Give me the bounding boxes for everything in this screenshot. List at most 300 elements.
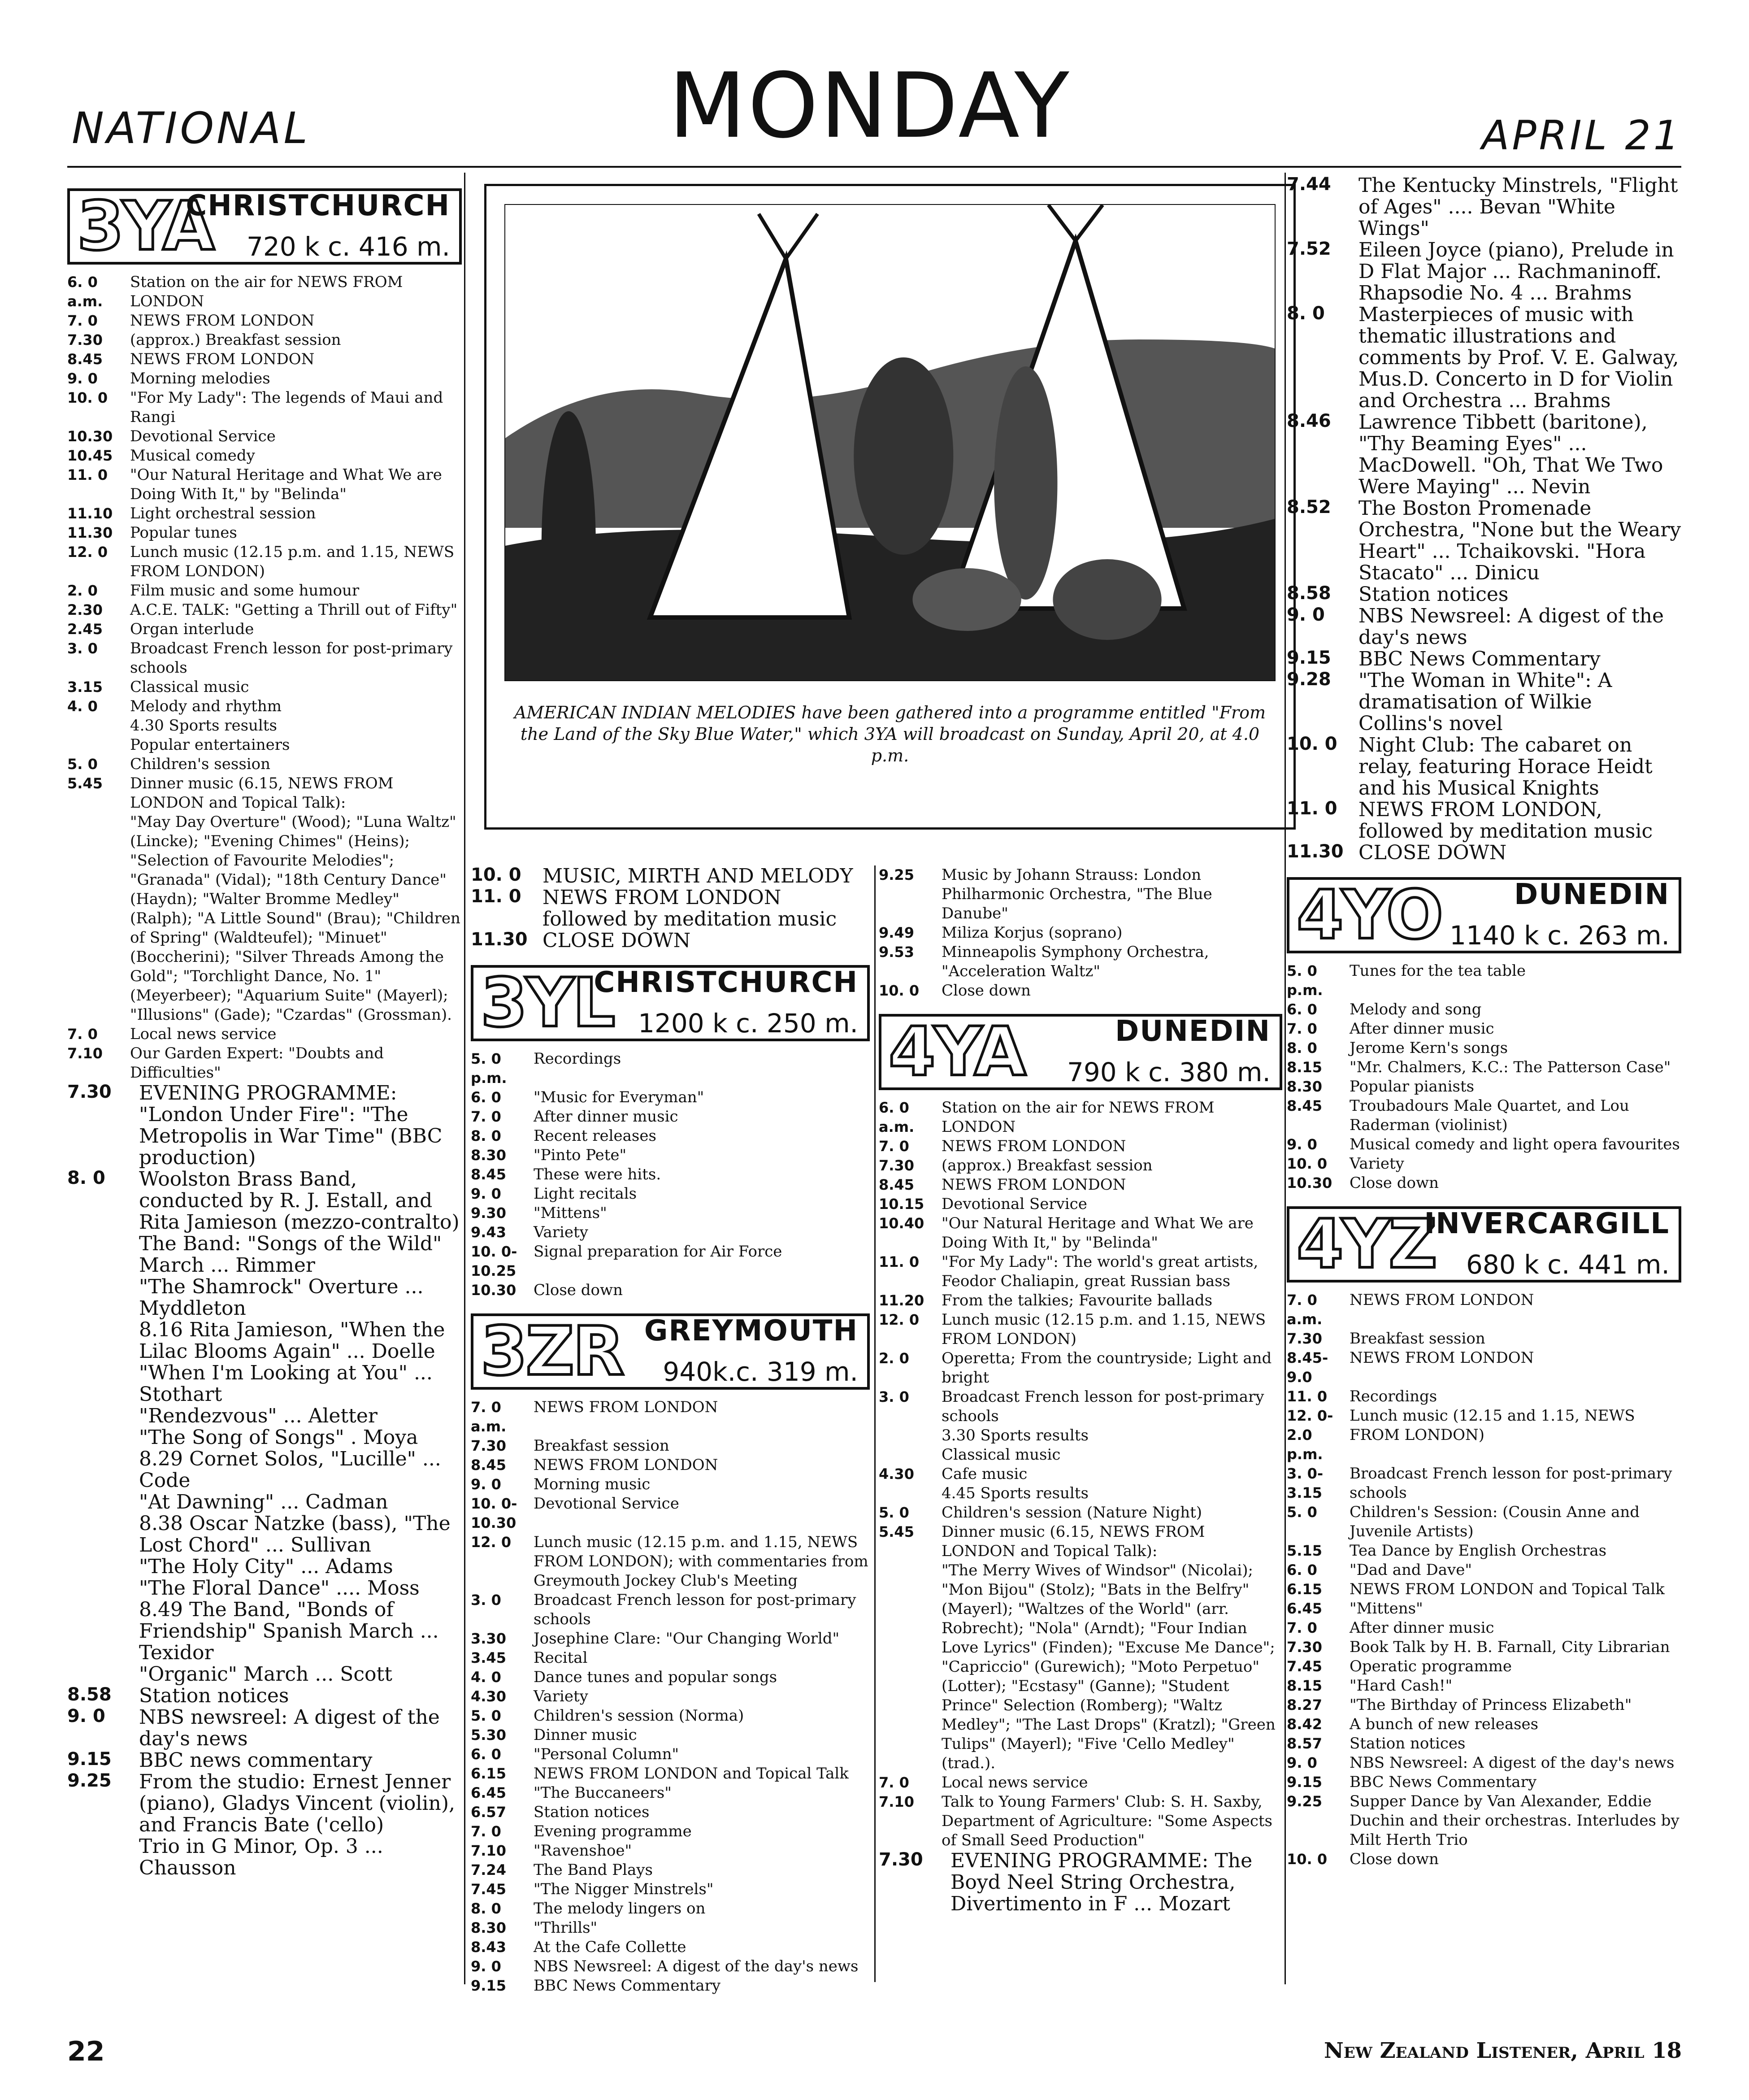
station-call: 3YL	[481, 964, 614, 1042]
page-header-center: MONDAY	[668, 54, 1071, 158]
schedule-time	[67, 1276, 139, 1319]
schedule-description: Troubadours Male Quartet, and Lou Raderman (violinist)	[1350, 1097, 1629, 1134]
schedule-row	[67, 1044, 462, 1083]
schedule-time: 7. 0	[471, 1108, 501, 1125]
column-divider	[464, 173, 465, 1984]
schedule-row	[67, 273, 462, 311]
schedule-time: 7.30	[67, 1082, 112, 1102]
schedule-row	[471, 1281, 870, 1300]
schedule-row	[471, 1223, 870, 1242]
schedule-row	[67, 1578, 462, 1599]
schedule-description: Breakfast session	[534, 1437, 669, 1455]
schedule-time: 10. 0	[471, 865, 521, 885]
schedule-row	[1287, 842, 1681, 864]
schedule-row	[67, 1233, 462, 1276]
schedule-description: Recordings	[1350, 1387, 1437, 1405]
schedule-time	[67, 1233, 139, 1276]
header-rule	[67, 166, 1681, 168]
schedule-description: Lunch music (12.15 and 1.15, NEWS FROM LONDON)	[1350, 1407, 1635, 1444]
schedule-4ya-continued	[1287, 175, 1681, 864]
schedule-row	[471, 1629, 870, 1648]
schedule-description: The Band: "Songs of the Wild" March ... Rimmer	[139, 1232, 442, 1277]
schedule-time: 8.30	[1287, 1078, 1322, 1095]
column-3ya-end	[471, 865, 870, 1996]
schedule-description: From the talkies; Favourite ballads	[942, 1291, 1213, 1309]
schedule-row	[879, 923, 1282, 943]
schedule-row	[471, 1841, 870, 1861]
schedule-row	[1287, 175, 1681, 239]
schedule-row	[471, 1242, 870, 1281]
schedule-time: 7. 0	[67, 1026, 98, 1043]
schedule-description: 8.29 Cornet Solos, "Lucille" ... Code	[139, 1448, 441, 1492]
schedule-time	[67, 1405, 139, 1427]
schedule-description: Popular entertainers	[130, 736, 290, 754]
schedule-row	[67, 446, 462, 465]
schedule-description: Variety	[1350, 1155, 1404, 1173]
schedule-row	[67, 1771, 462, 1836]
schedule-time: 7. 0	[1287, 1619, 1317, 1636]
station-call: 3ZR	[481, 1313, 623, 1391]
column-picture	[471, 175, 1309, 839]
schedule-description: NEWS FROM LONDON, followed by meditation music	[1358, 798, 1653, 843]
schedule-time: 6. 0	[471, 1089, 501, 1106]
schedule-row	[67, 620, 462, 639]
schedule-description: Local news service	[130, 1025, 277, 1043]
schedule-description: Children's session (Norma)	[534, 1707, 744, 1725]
schedule-description: Classical music	[942, 1446, 1061, 1464]
schedule-row	[67, 1276, 462, 1319]
schedule-description: "The Merry Wives of Windsor" (Nicolai); "Mon Bijou" (Stolz); "Bats in the Belfry" (Mayerl); "Waltzes of the World" (arr. Robrecht); "Nola" (Arndt); "Four Indian Love Lyrics" (Finden); "Excuse Me Dance"; "Capriccio" (Gurewich); "Moto Perpetuo" (Lotter); "Ecstasy" (Ganne); "Student Prince" Selection (Romberg); "Waltz Medley"; "The Last Drops" (Kratzl); "Green Tulips" (Mayerl); "Five 'Cello Medley" (trad.).	[942, 1561, 1276, 1772]
schedule-time	[67, 1513, 139, 1556]
schedule-description: NBS Newsreel: A digest of the day's news	[534, 1957, 859, 1975]
schedule-3yl-continued	[879, 865, 1282, 1000]
schedule-row	[879, 1503, 1282, 1522]
schedule-time: 9. 0	[67, 370, 98, 387]
schedule-row	[67, 504, 462, 523]
schedule-description: Recordings	[534, 1050, 621, 1068]
station-city: GREYMOUTH	[644, 1314, 858, 1348]
illustration-frame	[484, 184, 1296, 830]
schedule-time: 11.10	[67, 505, 113, 522]
schedule-row	[471, 1803, 870, 1822]
schedule-row	[1287, 1580, 1681, 1599]
schedule-row	[67, 1169, 462, 1233]
schedule-description: "Mr. Chalmers, K.C.: The Patterson Case"	[1350, 1058, 1671, 1076]
schedule-row	[67, 543, 462, 581]
schedule-time: 6. 0	[471, 1746, 501, 1763]
schedule-description: "The Floral Dance" .... Moss	[139, 1577, 420, 1600]
schedule-description: Tea Dance by English Orchestras	[1350, 1542, 1607, 1560]
schedule-description: Station notices	[139, 1684, 289, 1707]
schedule-time: 10.30	[67, 428, 113, 445]
schedule-time: 9.28	[1287, 669, 1331, 690]
schedule-row	[471, 1494, 870, 1533]
schedule-time: 6.57	[471, 1804, 506, 1821]
schedule-description: Lunch music (12.15 p.m. and 1.15, NEWS FROM LONDON)	[942, 1311, 1266, 1348]
schedule-description: Morning melodies	[130, 370, 270, 387]
schedule-row	[67, 1750, 462, 1771]
schedule-row	[67, 600, 462, 620]
schedule-row	[471, 1668, 870, 1687]
schedule-description: The Band Plays	[534, 1861, 653, 1879]
schedule-time: 6.45	[1287, 1600, 1322, 1617]
schedule-description: Woolston Brass Band, conducted by R. J. Estall, and Rita Jamieson (mezzo-contralto)	[139, 1168, 460, 1234]
schedule-description: "Our Natural Heritage and What We are Doing With It," by "Belinda"	[130, 466, 442, 503]
schedule-time: 12. 0	[879, 1311, 920, 1328]
schedule-3ya	[67, 273, 462, 1083]
schedule-row	[1287, 1154, 1681, 1174]
schedule-row	[67, 1556, 462, 1578]
schedule-row	[879, 1445, 1282, 1465]
schedule-row	[1287, 1329, 1681, 1348]
schedule-time: 10.30	[471, 1282, 516, 1299]
schedule-time: 2. 0	[67, 582, 98, 599]
schedule-description: Trio in G Minor, Op. 3 ... Chausson	[139, 1835, 383, 1879]
schedule-time: 5.15	[1287, 1542, 1322, 1559]
schedule-time: 11. 0	[1287, 798, 1337, 819]
schedule-row	[1287, 605, 1681, 648]
schedule-3zr	[471, 1398, 870, 1996]
schedule-row	[1287, 304, 1681, 412]
schedule-time: 8.15	[1287, 1677, 1322, 1694]
schedule-row	[1287, 1039, 1681, 1058]
schedule-time: 9. 0	[471, 1958, 501, 1975]
station-freq: 720 k c. 416 m.	[246, 231, 450, 262]
schedule-row	[1287, 498, 1681, 584]
station-freq: 790 k c. 380 m.	[1067, 1057, 1271, 1087]
schedule-description: Melody and rhythm	[130, 697, 282, 715]
schedule-time: 8.45	[67, 351, 103, 368]
schedule-time: 8.45	[1287, 1097, 1322, 1114]
schedule-description: NEWS FROM LONDON	[534, 1398, 718, 1416]
schedule-row	[471, 930, 870, 952]
schedule-4ya-evening	[879, 1850, 1282, 1915]
schedule-time: 8.43	[471, 1939, 506, 1956]
schedule-time: 10.30	[1287, 1174, 1332, 1191]
schedule-time: 9. 0	[1287, 1754, 1317, 1771]
schedule-row	[1287, 1503, 1681, 1541]
schedule-row	[471, 1126, 870, 1146]
schedule-row	[471, 1880, 870, 1899]
schedule-row	[1287, 239, 1681, 304]
schedule-time: 8. 0	[1287, 303, 1325, 324]
schedule-time: 11. 0	[879, 1253, 920, 1270]
schedule-description: "The Shamrock" Overture ... Myddleton	[139, 1275, 424, 1320]
schedule-description: Variety	[534, 1223, 588, 1241]
schedule-row	[1287, 670, 1681, 735]
schedule-time: 10. 0	[879, 982, 920, 999]
station-call: 4YO	[1297, 876, 1442, 954]
station-call: 4YA	[889, 1013, 1024, 1091]
schedule-row	[1287, 1096, 1681, 1135]
schedule-time	[879, 1426, 942, 1445]
schedule-description: "Ravenshoe"	[534, 1842, 632, 1860]
schedule-description: 3.30 Sports results	[942, 1426, 1089, 1444]
schedule-row	[471, 1938, 870, 1957]
schedule-description: "Mittens"	[534, 1204, 607, 1222]
schedule-time: 10. 0-10.30	[471, 1495, 517, 1531]
schedule-time: 5.30	[471, 1726, 506, 1743]
schedule-time: 4. 0	[67, 698, 98, 715]
station-city: DUNEDIN	[1514, 878, 1670, 911]
schedule-time: 7. 0	[67, 312, 98, 329]
schedule-time: 8. 0	[1287, 1039, 1317, 1057]
schedule-time: 5.45	[879, 1523, 914, 1540]
schedule-time	[67, 1556, 139, 1578]
schedule-description: "Mittens"	[1350, 1600, 1423, 1617]
schedule-time: 11.20	[879, 1292, 924, 1309]
schedule-description: Book Talk by H. B. Farnall, City Librarian	[1350, 1638, 1670, 1656]
schedule-time: 9.15	[471, 1977, 506, 1994]
schedule-time: 11. 0	[471, 886, 521, 907]
station-city: CHRISTCHURCH	[594, 966, 858, 999]
schedule-row	[1287, 1773, 1681, 1792]
schedule-time	[67, 735, 130, 755]
schedule-row	[471, 1957, 870, 1976]
schedule-description: Operatic programme	[1350, 1657, 1512, 1675]
schedule-row	[1287, 1019, 1681, 1039]
schedule-time: 8.27	[1287, 1696, 1322, 1713]
schedule-description: Dinner music (6.15, NEWS FROM LONDON and Topical Talk):	[942, 1523, 1205, 1560]
schedule-time: 11. 0	[1287, 1388, 1328, 1405]
station-city: INVERCARGILL	[1424, 1207, 1670, 1240]
schedule-description: Tunes for the tea table	[1350, 962, 1526, 980]
schedule-time: 7.30	[1287, 1330, 1322, 1347]
schedule-time: 9.25	[67, 1770, 112, 1791]
schedule-row	[471, 865, 870, 887]
schedule-row	[879, 1850, 1282, 1915]
schedule-row	[879, 1310, 1282, 1349]
schedule-description: NEWS FROM LONDON	[130, 312, 315, 330]
schedule-description: 8.16 Rita Jamieson, "When the Lilac Blooms Again" ... Doelle	[139, 1318, 445, 1363]
schedule-row	[1287, 648, 1681, 670]
schedule-time: 11.30	[471, 929, 528, 950]
schedule-description: "Pinto Pete"	[534, 1146, 627, 1164]
schedule-time: 7.45	[471, 1881, 506, 1898]
schedule-description: BBC News Commentary	[1350, 1773, 1537, 1791]
schedule-row	[1287, 1599, 1681, 1618]
schedule-description: NBS Newsreel: A digest of the day's news	[1350, 1754, 1675, 1772]
schedule-time: 7.24	[471, 1861, 506, 1878]
schedule-description: (approx.) Breakfast session	[942, 1157, 1153, 1174]
schedule-description: "At Dawning" ... Cadman	[139, 1491, 388, 1513]
schedule-description: "The Nigger Minstrels"	[534, 1880, 714, 1898]
schedule-description: At the Cafe Collette	[534, 1938, 686, 1956]
schedule-row	[67, 427, 462, 446]
schedule-row	[471, 1456, 870, 1475]
schedule-time	[67, 1362, 139, 1405]
schedule-description: Close down	[534, 1281, 623, 1299]
column-divider	[874, 865, 876, 1982]
schedule-time: 3.45	[471, 1649, 506, 1666]
schedule-description: Station notices	[1350, 1735, 1466, 1752]
schedule-description: Light recitals	[534, 1185, 637, 1203]
schedule-description: NEWS FROM LONDON	[942, 1137, 1126, 1155]
schedule-time: 9. 0	[1287, 604, 1325, 625]
schedule-description: NEWS FROM LONDON	[534, 1456, 718, 1474]
schedule-description: Minneapolis Symphony Orchestra, "Acceleration Waltz"	[942, 943, 1209, 980]
schedule-description: CLOSE DOWN	[542, 929, 691, 952]
publication-footer: New Zealand Listener, April 18	[1324, 2038, 1682, 2063]
schedule-time	[879, 1484, 942, 1503]
schedule-row	[879, 1522, 1282, 1561]
schedule-description: 4.30 Sports results	[130, 717, 277, 735]
schedule-description: Close down	[1350, 1174, 1439, 1192]
schedule-time	[67, 1599, 139, 1664]
schedule-row	[1287, 1406, 1681, 1464]
schedule-time: 8.42	[1287, 1716, 1322, 1733]
schedule-row	[1287, 799, 1681, 842]
schedule-description: Jerome Kern's songs	[1350, 1039, 1508, 1057]
schedule-description: Variety	[534, 1687, 588, 1705]
schedule-row	[471, 1918, 870, 1938]
schedule-time: 8.57	[1287, 1735, 1322, 1752]
schedule-row	[1287, 1618, 1681, 1638]
schedule-description: "Organic" March ... Scott	[139, 1663, 392, 1686]
schedule-description: Cafe music	[942, 1465, 1028, 1483]
schedule-description: NEWS FROM LONDON	[942, 1176, 1126, 1194]
schedule-time: 2.45	[67, 621, 103, 638]
schedule-description: Broadcast French lesson for post-primary schools	[534, 1591, 856, 1628]
schedule-description: Local news service	[942, 1774, 1088, 1791]
schedule-time: 7.30	[1287, 1639, 1322, 1656]
schedule-time: 8.45	[471, 1166, 506, 1183]
schedule-description: Lunch music (12.15 p.m. and 1.15, NEWS FROM LONDON)	[130, 543, 455, 580]
schedule-description: "Dad and Dave"	[1350, 1561, 1472, 1579]
schedule-row	[471, 1398, 870, 1436]
schedule-description: "For My Lady": The world's great artists, Feodor Chaliapin, great Russian bass	[942, 1253, 1259, 1290]
schedule-row	[67, 716, 462, 735]
page-header-right: APRIL 21	[1481, 112, 1682, 159]
schedule-time: 8.58	[67, 1684, 112, 1705]
schedule-description: "The Birthday of Princess Elizabeth"	[1350, 1696, 1632, 1714]
station-box-4ya	[879, 1014, 1282, 1090]
schedule-description: Station on the air for NEWS FROM LONDON	[942, 1099, 1215, 1136]
schedule-4ya	[879, 1098, 1282, 1850]
schedule-time: 6.45	[471, 1784, 506, 1801]
schedule-time	[67, 813, 130, 1025]
illustration-caption: AMERICAN INDIAN MELODIES have been gathered into a programme entitled "From the Land of the Sky Blue Water," which 3YA will broadcast on Sunday, April 20, at 4.0 p.m.	[514, 703, 1266, 765]
schedule-time: 8.58	[1287, 583, 1331, 604]
column-3ya	[67, 175, 462, 1879]
schedule-time: 5. 0	[67, 756, 98, 773]
schedule-time: 8.45	[471, 1457, 506, 1474]
schedule-time: 10. 0	[67, 389, 108, 406]
schedule-3yl	[471, 1049, 870, 1300]
schedule-description: Evening programme	[534, 1822, 692, 1840]
schedule-row	[471, 1475, 870, 1494]
schedule-description: NEWS FROM LONDON	[1350, 1291, 1534, 1309]
schedule-row	[67, 350, 462, 369]
schedule-description: Musical comedy and light opera favourites	[1350, 1135, 1680, 1153]
schedule-time: 9.53	[879, 943, 914, 961]
schedule-row	[879, 1465, 1282, 1484]
schedule-time: 7.30	[879, 1849, 923, 1870]
schedule-description: "Personal Column"	[534, 1745, 679, 1763]
schedule-row	[67, 1664, 462, 1685]
schedule-row	[1287, 1676, 1681, 1696]
schedule-row	[67, 1427, 462, 1448]
schedule-description: Children's Session: (Cousin Anne and Juvenile Artists)	[1350, 1503, 1640, 1540]
schedule-time	[67, 1491, 139, 1513]
schedule-description: 8.38 Oscar Natzke (bass), "The Lost Chord" ... Sullivan	[139, 1512, 451, 1557]
schedule-row	[1287, 412, 1681, 498]
column-4ya	[879, 865, 1282, 1915]
station-box-3yl	[471, 965, 870, 1041]
schedule-time: 7. 0	[1287, 1020, 1317, 1037]
schedule-description: "May Day Overture" (Wood); "Luna Waltz" (Lincke); "Evening Chimes" (Heins); "Selection of Favourite Melodies"; "Granada" (Vidal); "18th Century Dance" (Haydn); "Walter Bromme Medley" (Ralph); "A Little Sound" (Brau); "Children of Spring" (Waldteufel); "Minuet" (Boccherini); "Silver Threads Among the Gold"; "Torchlight Dance, No. 1" (Meyerbeer); "Aquarium Suite" (Mayerl); "Illusions" (Gade); "Czardas" (Grossman).	[130, 813, 460, 1024]
schedule-description: From the studio: Ernest Jenner (piano), Gladys Vincent (violin), and Francis Bate ('cello)	[139, 1770, 455, 1836]
schedule-row	[67, 678, 462, 697]
schedule-row	[471, 1146, 870, 1165]
schedule-row	[1287, 1734, 1681, 1753]
schedule-row	[471, 1726, 870, 1745]
station-freq: 680 k c. 441 m.	[1466, 1249, 1670, 1280]
schedule-row	[67, 774, 462, 813]
schedule-time: 9. 0	[471, 1185, 501, 1202]
schedule-row	[67, 581, 462, 600]
schedule-description: Children's session	[130, 755, 271, 773]
schedule-time: 3.15	[67, 678, 103, 696]
schedule-row	[67, 1491, 462, 1513]
schedule-description: "The Holy City" ... Adams	[139, 1555, 393, 1578]
schedule-description: Devotional Service	[534, 1495, 679, 1513]
schedule-row	[67, 735, 462, 755]
schedule-description: "Thrills"	[534, 1919, 598, 1937]
schedule-time: 7.30	[67, 331, 103, 348]
schedule-row	[67, 1083, 462, 1169]
schedule-description: Operetta; From the countryside; Light and bright	[942, 1349, 1272, 1387]
schedule-time: 7.30	[471, 1437, 506, 1454]
schedule-time: 6. 0	[1287, 1001, 1317, 1018]
schedule-time: 9.43	[471, 1224, 506, 1241]
station-box-4yz	[1287, 1206, 1681, 1283]
schedule-row	[879, 943, 1282, 981]
schedule-time: 7. 0	[879, 1138, 909, 1155]
schedule-time: 7.52	[1287, 239, 1331, 259]
schedule-3ya-evening	[67, 1083, 462, 1879]
schedule-description: NEWS FROM LONDON and Topical Talk	[1350, 1580, 1665, 1598]
schedule-time	[67, 1578, 139, 1599]
station-freq: 1200 k c. 250 m.	[638, 1008, 858, 1039]
schedule-description: Devotional Service	[942, 1195, 1087, 1213]
schedule-time: 8.30	[471, 1919, 506, 1936]
schedule-time: 9.25	[879, 866, 914, 883]
schedule-description: Broadcast French lesson for post-primary schools	[942, 1388, 1264, 1425]
schedule-row	[67, 1685, 462, 1707]
schedule-description: NEWS FROM LONDON and Topical Talk	[534, 1765, 849, 1783]
schedule-row	[1287, 1657, 1681, 1676]
schedule-row	[67, 1025, 462, 1044]
schedule-time: 7.10	[879, 1793, 914, 1810]
schedule-time	[67, 1664, 139, 1685]
schedule-time	[67, 1427, 139, 1448]
schedule-row	[879, 1792, 1282, 1850]
schedule-description: Station on the air for NEWS FROM LONDON	[130, 273, 403, 310]
schedule-description: Broadcast French lesson for post-primary schools	[1350, 1465, 1672, 1502]
schedule-row	[1287, 735, 1681, 799]
schedule-description: NBS Newsreel: A digest of the day's news	[1358, 604, 1664, 649]
schedule-row	[471, 1204, 870, 1223]
schedule-time: 9. 0	[67, 1706, 105, 1726]
schedule-description: 4.45 Sports results	[942, 1484, 1089, 1502]
schedule-row	[471, 1165, 870, 1184]
schedule-description: Recital	[534, 1649, 588, 1667]
schedule-time: 8.45	[879, 1176, 914, 1193]
schedule-description: Music by Johann Strauss: London Philharmonic Orchestra, "The Blue Danube"	[942, 866, 1212, 922]
station-call: 3YA	[77, 187, 213, 265]
schedule-row	[67, 697, 462, 716]
